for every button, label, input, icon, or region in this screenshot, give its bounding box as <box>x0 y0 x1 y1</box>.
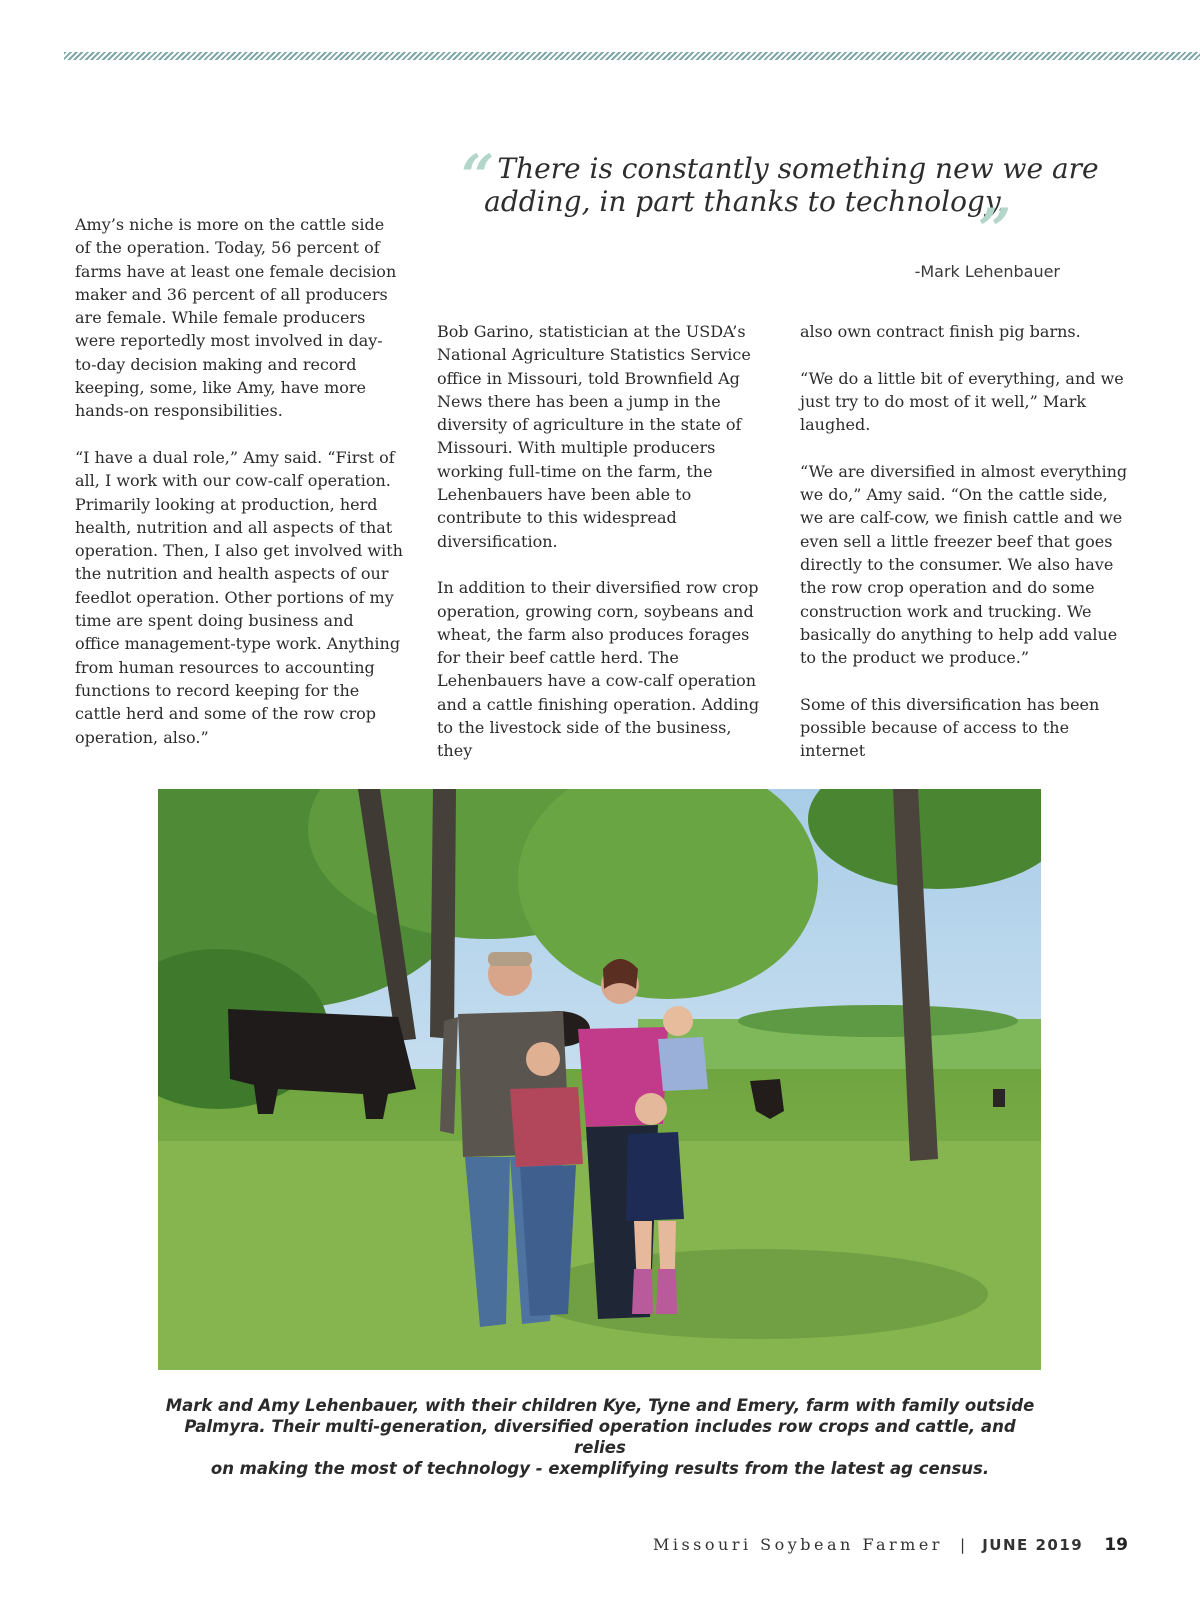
paragraph: Bob Garino, statistician at the USDA’s National Agriculture Statistics Service office in Missouri, told Brownfield Ag News there has been a jump in the diversity of agriculture in the state of Missouri. With multiple producers working full-time on the farm, the Lehenbauers have been able to contribute to this widespread diversification. <box>437 322 751 551</box>
caption-line-3: on making the most of technology - exemplifying results from the latest ag census. <box>210 1459 990 1478</box>
family-photo <box>158 789 1041 1370</box>
decorative-top-rule <box>64 52 1200 60</box>
article-column-1 <box>75 213 403 772</box>
publication-name: Missouri Soybean Farmer <box>652 1535 943 1554</box>
article-column-2 <box>437 320 762 786</box>
article-column-3 <box>800 320 1130 786</box>
paragraph: In addition to their diversified row crop operation, growing corn, soybeans and wheat, the farm also produces forages for their beef cattle herd. The Lehenbauers have a cow-calf operation and a cattle finishing operation. Adding to the livestock side of the business, they <box>437 578 760 761</box>
caption-line-2: Palmyra. Their multi-generation, diversified operation includes row crops and cattle, and relies <box>184 1417 1016 1457</box>
pull-quote-attribution: -Mark Lehenbauer <box>914 262 1060 281</box>
pull-quote-line-2: adding, in part thanks to technology. <box>484 185 1006 218</box>
footer-separator: | <box>960 1536 966 1554</box>
page-footer <box>653 1535 1128 1555</box>
pull-quote-line-1: There is constantly something new we are <box>497 152 1099 185</box>
caption-line-1: Mark and Amy Lehenbauer, with their children Kye, Tyne and Emery, farm with family outside <box>165 1396 1035 1415</box>
close-quote-icon: ” <box>978 196 1012 264</box>
pull-quote <box>455 142 1115 264</box>
paragraph: Amy’s niche is more on the cattle side of the operation. Today, 56 percent of farms have at least one female decision maker and 36 percent of all producers are female. While female producers were reportedly most involved in day-to-day decision making and record keeping, some, like Amy, have more hands-on responsibilities. <box>75 215 397 421</box>
issue-date: JUNE 2019 <box>982 1536 1084 1554</box>
paragraph: “We do a little bit of everything, and we just try to do most of it well,” Mark laughed. <box>800 368 1124 435</box>
photo-caption <box>160 1395 1040 1479</box>
open-quote-icon: “ <box>461 142 495 210</box>
paragraph: Some of this diversification has been possible because of access to the internet <box>800 694 1100 761</box>
page-number: 19 <box>1104 1535 1128 1555</box>
paragraph: also own contract finish pig barns. <box>800 322 1081 341</box>
paragraph: “I have a dual role,” Amy said. “First of all, I work with our cow-calf operation. Primarily looking at production, herd health, nutrition and all aspects of that operation. Then, I also get involved with the nutrition and health aspects of our feedlot operation. Other portions of my time are spent doing business and office management-type work. Anything from human resources to accounting functions to record keeping for the cattle herd and some of the row crop operation, also.” <box>75 447 403 747</box>
paragraph: “We are diversified in almost everything we do,” Amy said. “On the cattle side, we are calf-cow, we finish cattle and we even sell a little freezer beef that goes directly to the consumer. We also have the row crop operation and do some construction work and trucking. We basically do anything to help add value to the product we produce.” <box>800 461 1128 668</box>
